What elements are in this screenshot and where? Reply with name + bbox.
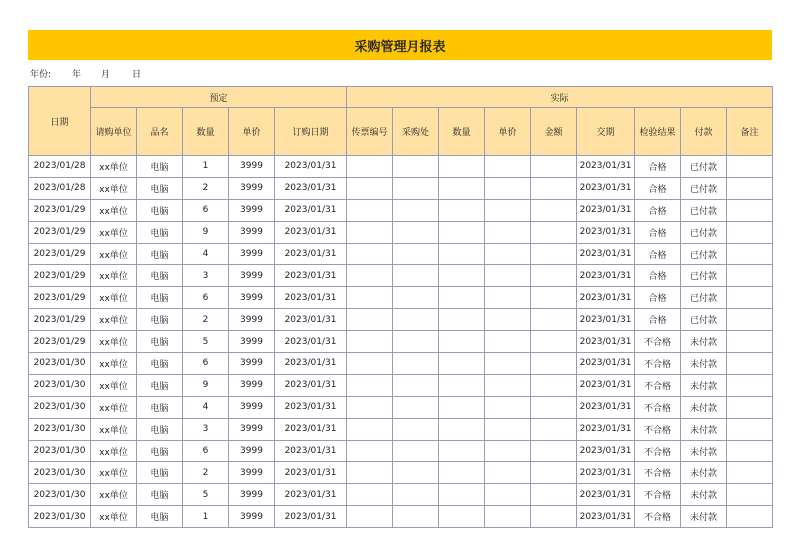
cell-amount[interactable] — [531, 440, 577, 462]
cell-inspection[interactable]: 不合格 — [635, 462, 681, 484]
cell-note[interactable] — [727, 418, 773, 440]
cell-order-date[interactable]: 2023/01/31 — [275, 177, 347, 199]
cell-qty[interactable]: 1 — [183, 506, 229, 528]
cell-payment[interactable]: 未付款 — [681, 374, 727, 396]
cell-note[interactable] — [727, 177, 773, 199]
cell-delivery[interactable]: 2023/01/31 — [577, 177, 635, 199]
cell-order-date[interactable]: 2023/01/31 — [275, 353, 347, 375]
cell-act-qty[interactable] — [439, 484, 485, 506]
cell-order-date[interactable]: 2023/01/31 — [275, 265, 347, 287]
cell-delivery[interactable]: 2023/01/31 — [577, 374, 635, 396]
header-actual-col: 传票编号 — [347, 108, 393, 156]
cell-price[interactable]: 3999 — [229, 374, 275, 396]
cell-voucher[interactable] — [347, 418, 393, 440]
cell-voucher[interactable] — [347, 287, 393, 309]
cell-act-price[interactable] — [485, 331, 531, 353]
cell-unit[interactable]: xx单位 — [91, 309, 137, 331]
cell-order-date[interactable]: 2023/01/31 — [275, 484, 347, 506]
cell-qty[interactable]: 5 — [183, 484, 229, 506]
cell-qty[interactable]: 4 — [183, 243, 229, 265]
cell-price[interactable]: 3999 — [229, 287, 275, 309]
cell-date[interactable]: 2023/01/30 — [29, 396, 91, 418]
cell-inspection[interactable]: 合格 — [635, 177, 681, 199]
cell-amount[interactable] — [531, 331, 577, 353]
cell-unit[interactable]: xx单位 — [91, 265, 137, 287]
table-row — [29, 440, 773, 462]
cell-item[interactable]: 电脑 — [137, 156, 183, 178]
cell-note[interactable] — [727, 309, 773, 331]
day-field[interactable]: 日 — [132, 70, 142, 80]
cell-delivery[interactable]: 2023/01/31 — [577, 506, 635, 528]
header-actual-col: 交期 — [577, 108, 635, 156]
cell-amount[interactable] — [531, 396, 577, 418]
table-row — [29, 331, 773, 353]
cell-amount[interactable] — [531, 287, 577, 309]
table-row — [29, 156, 773, 178]
cell-date[interactable]: 2023/01/29 — [29, 309, 91, 331]
cell-date[interactable]: 2023/01/29 — [29, 243, 91, 265]
cell-qty[interactable]: 3 — [183, 265, 229, 287]
cell-dept[interactable] — [393, 265, 439, 287]
cell-voucher[interactable] — [347, 353, 393, 375]
cell-qty[interactable]: 9 — [183, 221, 229, 243]
cell-item[interactable]: 电脑 — [137, 309, 183, 331]
table-row — [29, 287, 773, 309]
cell-price[interactable]: 3999 — [229, 484, 275, 506]
cell-unit[interactable]: xx单位 — [91, 156, 137, 178]
cell-qty[interactable]: 2 — [183, 309, 229, 331]
cell-unit[interactable]: xx单位 — [91, 462, 137, 484]
cell-voucher[interactable] — [347, 309, 393, 331]
cell-price[interactable]: 3999 — [229, 221, 275, 243]
cell-voucher[interactable] — [347, 331, 393, 353]
cell-payment[interactable]: 未付款 — [681, 440, 727, 462]
cell-order-date[interactable]: 2023/01/31 — [275, 374, 347, 396]
cell-act-price[interactable] — [485, 396, 531, 418]
date-line — [28, 67, 772, 81]
table-row — [29, 177, 773, 199]
cell-qty[interactable]: 5 — [183, 331, 229, 353]
cell-delivery[interactable]: 2023/01/31 — [577, 199, 635, 221]
cell-amount[interactable] — [531, 199, 577, 221]
cell-act-price[interactable] — [485, 484, 531, 506]
cell-date[interactable]: 2023/01/30 — [29, 506, 91, 528]
header-actual-col: 备注 — [727, 108, 773, 156]
cell-delivery[interactable]: 2023/01/31 — [577, 484, 635, 506]
cell-price[interactable]: 3999 — [229, 331, 275, 353]
cell-dept[interactable] — [393, 374, 439, 396]
cell-act-qty[interactable] — [439, 462, 485, 484]
cell-unit[interactable]: xx单位 — [91, 396, 137, 418]
cell-dept[interactable] — [393, 331, 439, 353]
cell-inspection[interactable]: 不合格 — [635, 396, 681, 418]
cell-act-qty[interactable] — [439, 374, 485, 396]
header-actual-col: 付款 — [681, 108, 727, 156]
cell-item[interactable]: 电脑 — [137, 440, 183, 462]
cell-dept[interactable] — [393, 440, 439, 462]
cell-inspection[interactable]: 不合格 — [635, 331, 681, 353]
cell-act-qty[interactable] — [439, 221, 485, 243]
cell-note[interactable] — [727, 243, 773, 265]
header-date: 日期 — [29, 87, 91, 156]
cell-delivery[interactable]: 2023/01/31 — [577, 396, 635, 418]
cell-inspection[interactable]: 不合格 — [635, 374, 681, 396]
cell-qty[interactable]: 3 — [183, 418, 229, 440]
cell-item[interactable]: 电脑 — [137, 506, 183, 528]
cell-note[interactable] — [727, 265, 773, 287]
cell-item[interactable]: 电脑 — [137, 353, 183, 375]
cell-price[interactable]: 3999 — [229, 353, 275, 375]
cell-act-qty[interactable] — [439, 265, 485, 287]
cell-order-date[interactable]: 2023/01/31 — [275, 396, 347, 418]
cell-act-qty[interactable] — [439, 353, 485, 375]
cell-price[interactable]: 3999 — [229, 396, 275, 418]
header-planned-col: 品名 — [137, 108, 183, 156]
cell-item[interactable]: 电脑 — [137, 331, 183, 353]
table-row — [29, 243, 773, 265]
cell-payment[interactable]: 未付款 — [681, 331, 727, 353]
header-planned-col: 订购日期 — [275, 108, 347, 156]
cell-order-date[interactable]: 2023/01/31 — [275, 243, 347, 265]
header-planned-col: 单价 — [229, 108, 275, 156]
cell-order-date[interactable]: 2023/01/31 — [275, 156, 347, 178]
cell-price[interactable]: 3999 — [229, 265, 275, 287]
cell-delivery[interactable]: 2023/01/31 — [577, 243, 635, 265]
cell-dept[interactable] — [393, 396, 439, 418]
header-planned-col: 请购单位 — [91, 108, 137, 156]
cell-unit[interactable]: xx单位 — [91, 243, 137, 265]
cell-inspection[interactable]: 合格 — [635, 156, 681, 178]
cell-voucher[interactable] — [347, 177, 393, 199]
cell-amount[interactable] — [531, 374, 577, 396]
cell-payment[interactable]: 未付款 — [681, 484, 727, 506]
cell-date[interactable]: 2023/01/30 — [29, 484, 91, 506]
cell-note[interactable] — [727, 199, 773, 221]
cell-act-price[interactable] — [485, 221, 531, 243]
cell-payment[interactable]: 已付款 — [681, 199, 727, 221]
cell-payment[interactable]: 未付款 — [681, 418, 727, 440]
purchase-table — [28, 86, 773, 528]
cell-date[interactable]: 2023/01/29 — [29, 199, 91, 221]
cell-voucher[interactable] — [347, 156, 393, 178]
cell-price[interactable]: 3999 — [229, 418, 275, 440]
cell-act-qty[interactable] — [439, 177, 485, 199]
cell-amount[interactable] — [531, 484, 577, 506]
cell-qty[interactable]: 4 — [183, 396, 229, 418]
cell-delivery[interactable]: 2023/01/31 — [577, 331, 635, 353]
cell-payment[interactable]: 已付款 — [681, 265, 727, 287]
cell-amount[interactable] — [531, 506, 577, 528]
cell-act-price[interactable] — [485, 440, 531, 462]
cell-note[interactable] — [727, 221, 773, 243]
cell-dept[interactable] — [393, 287, 439, 309]
cell-payment[interactable]: 未付款 — [681, 506, 727, 528]
cell-act-qty[interactable] — [439, 418, 485, 440]
cell-note[interactable] — [727, 396, 773, 418]
cell-payment[interactable]: 未付款 — [681, 353, 727, 375]
cell-inspection[interactable]: 合格 — [635, 309, 681, 331]
cell-voucher[interactable] — [347, 484, 393, 506]
cell-voucher[interactable] — [347, 396, 393, 418]
cell-date[interactable]: 2023/01/30 — [29, 440, 91, 462]
cell-order-date[interactable]: 2023/01/31 — [275, 506, 347, 528]
header-actual-col: 数量 — [439, 108, 485, 156]
cell-price[interactable]: 3999 — [229, 177, 275, 199]
cell-payment[interactable]: 已付款 — [681, 309, 727, 331]
table-row — [29, 199, 773, 221]
cell-item[interactable]: 电脑 — [137, 199, 183, 221]
cell-unit[interactable]: xx单位 — [91, 374, 137, 396]
cell-item[interactable]: 电脑 — [137, 484, 183, 506]
cell-item[interactable]: 电脑 — [137, 418, 183, 440]
cell-act-qty[interactable] — [439, 506, 485, 528]
table-row — [29, 484, 773, 506]
header-actual: 实际 — [347, 87, 773, 108]
cell-act-qty[interactable] — [439, 331, 485, 353]
table-row — [29, 353, 773, 375]
cell-date[interactable]: 2023/01/30 — [29, 418, 91, 440]
cell-delivery[interactable]: 2023/01/31 — [577, 265, 635, 287]
table-row — [29, 462, 773, 484]
cell-unit[interactable]: xx单位 — [91, 418, 137, 440]
cell-dept[interactable] — [393, 156, 439, 178]
cell-date[interactable]: 2023/01/29 — [29, 331, 91, 353]
cell-dept[interactable] — [393, 199, 439, 221]
cell-qty[interactable]: 6 — [183, 440, 229, 462]
cell-item[interactable]: 电脑 — [137, 177, 183, 199]
cell-item[interactable]: 电脑 — [137, 221, 183, 243]
table-row — [29, 506, 773, 528]
cell-order-date[interactable]: 2023/01/31 — [275, 199, 347, 221]
cell-dept[interactable] — [393, 353, 439, 375]
cell-delivery[interactable]: 2023/01/31 — [577, 221, 635, 243]
cell-dept[interactable] — [393, 484, 439, 506]
cell-voucher[interactable] — [347, 462, 393, 484]
cell-act-price[interactable] — [485, 374, 531, 396]
cell-date[interactable]: 2023/01/29 — [29, 221, 91, 243]
cell-amount[interactable] — [531, 221, 577, 243]
cell-qty[interactable]: 9 — [183, 374, 229, 396]
cell-act-price[interactable] — [485, 309, 531, 331]
cell-unit[interactable]: xx单位 — [91, 440, 137, 462]
cell-delivery[interactable]: 2023/01/31 — [577, 440, 635, 462]
cell-date[interactable]: 2023/01/30 — [29, 374, 91, 396]
cell-unit[interactable]: xx单位 — [91, 506, 137, 528]
cell-act-qty[interactable] — [439, 440, 485, 462]
cell-price[interactable]: 3999 — [229, 243, 275, 265]
cell-note[interactable] — [727, 374, 773, 396]
report-title: 采购管理月报表 — [28, 30, 772, 60]
cell-dept[interactable] — [393, 221, 439, 243]
cell-order-date[interactable]: 2023/01/31 — [275, 331, 347, 353]
cell-unit[interactable]: xx单位 — [91, 287, 137, 309]
table-row — [29, 265, 773, 287]
cell-date[interactable]: 2023/01/29 — [29, 265, 91, 287]
cell-amount[interactable] — [531, 309, 577, 331]
cell-note[interactable] — [727, 484, 773, 506]
cell-note[interactable] — [727, 462, 773, 484]
cell-act-price[interactable] — [485, 462, 531, 484]
cell-dept[interactable] — [393, 506, 439, 528]
cell-act-price[interactable] — [485, 287, 531, 309]
cell-delivery[interactable]: 2023/01/31 — [577, 156, 635, 178]
cell-voucher[interactable] — [347, 440, 393, 462]
cell-date[interactable]: 2023/01/30 — [29, 462, 91, 484]
cell-act-qty[interactable] — [439, 243, 485, 265]
cell-unit[interactable]: xx单位 — [91, 221, 137, 243]
header-actual-col: 单价 — [485, 108, 531, 156]
cell-price[interactable]: 3999 — [229, 309, 275, 331]
cell-amount[interactable] — [531, 353, 577, 375]
cell-amount[interactable] — [531, 418, 577, 440]
cell-qty[interactable]: 6 — [183, 353, 229, 375]
cell-act-price[interactable] — [485, 243, 531, 265]
cell-act-price[interactable] — [485, 199, 531, 221]
table-row — [29, 309, 773, 331]
header-actual-col: 采购处 — [393, 108, 439, 156]
cell-act-price[interactable] — [485, 418, 531, 440]
cell-act-price[interactable] — [485, 177, 531, 199]
table-body — [29, 156, 773, 528]
cell-price[interactable]: 3999 — [229, 462, 275, 484]
cell-payment[interactable]: 已付款 — [681, 221, 727, 243]
table-row — [29, 374, 773, 396]
cell-act-qty[interactable] — [439, 156, 485, 178]
cell-date[interactable]: 2023/01/28 — [29, 177, 91, 199]
cell-item[interactable]: 电脑 — [137, 243, 183, 265]
cell-order-date[interactable]: 2023/01/31 — [275, 221, 347, 243]
cell-item[interactable]: 电脑 — [137, 374, 183, 396]
cell-act-qty[interactable] — [439, 309, 485, 331]
cell-price[interactable]: 3999 — [229, 199, 275, 221]
cell-unit[interactable]: xx单位 — [91, 331, 137, 353]
cell-unit[interactable]: xx单位 — [91, 199, 137, 221]
cell-inspection[interactable]: 合格 — [635, 199, 681, 221]
cell-delivery[interactable]: 2023/01/31 — [577, 353, 635, 375]
cell-item[interactable]: 电脑 — [137, 265, 183, 287]
cell-amount[interactable] — [531, 243, 577, 265]
cell-qty[interactable]: 6 — [183, 287, 229, 309]
cell-payment[interactable]: 未付款 — [681, 462, 727, 484]
cell-dept[interactable] — [393, 418, 439, 440]
cell-price[interactable]: 3999 — [229, 440, 275, 462]
cell-inspection[interactable]: 不合格 — [635, 484, 681, 506]
cell-order-date[interactable]: 2023/01/31 — [275, 418, 347, 440]
cell-item[interactable]: 电脑 — [137, 287, 183, 309]
cell-delivery[interactable]: 2023/01/31 — [577, 287, 635, 309]
cell-unit[interactable]: xx单位 — [91, 484, 137, 506]
cell-date[interactable]: 2023/01/28 — [29, 156, 91, 178]
cell-order-date[interactable]: 2023/01/31 — [275, 440, 347, 462]
cell-qty[interactable]: 6 — [183, 199, 229, 221]
cell-amount[interactable] — [531, 156, 577, 178]
cell-act-qty[interactable] — [439, 287, 485, 309]
cell-note[interactable] — [727, 353, 773, 375]
cell-inspection[interactable]: 合格 — [635, 265, 681, 287]
cell-qty[interactable]: 2 — [183, 177, 229, 199]
cell-payment[interactable]: 已付款 — [681, 177, 727, 199]
cell-inspection[interactable]: 不合格 — [635, 353, 681, 375]
cell-payment[interactable]: 已付款 — [681, 156, 727, 178]
cell-act-price[interactable] — [485, 353, 531, 375]
year-field[interactable]: 年 — [72, 70, 82, 80]
cell-order-date[interactable]: 2023/01/31 — [275, 287, 347, 309]
table-row — [29, 396, 773, 418]
header-actual-col: 检验结果 — [635, 108, 681, 156]
cell-voucher[interactable] — [347, 374, 393, 396]
cell-amount[interactable] — [531, 462, 577, 484]
cell-dept[interactable] — [393, 462, 439, 484]
cell-price[interactable]: 3999 — [229, 506, 275, 528]
subheader-row — [29, 108, 773, 156]
cell-delivery[interactable]: 2023/01/31 — [577, 418, 635, 440]
cell-act-price[interactable] — [485, 506, 531, 528]
cell-act-qty[interactable] — [439, 199, 485, 221]
cell-inspection[interactable]: 不合格 — [635, 506, 681, 528]
cell-order-date[interactable]: 2023/01/31 — [275, 462, 347, 484]
table-row — [29, 418, 773, 440]
cell-note[interactable] — [727, 440, 773, 462]
cell-voucher[interactable] — [347, 265, 393, 287]
cell-delivery[interactable]: 2023/01/31 — [577, 462, 635, 484]
cell-delivery[interactable]: 2023/01/31 — [577, 309, 635, 331]
cell-date[interactable]: 2023/01/29 — [29, 287, 91, 309]
year-label: 年份: — [30, 70, 52, 80]
cell-act-price[interactable] — [485, 156, 531, 178]
table-row — [29, 221, 773, 243]
cell-qty[interactable]: 1 — [183, 156, 229, 178]
cell-act-qty[interactable] — [439, 396, 485, 418]
cell-act-price[interactable] — [485, 265, 531, 287]
cell-inspection[interactable]: 合格 — [635, 243, 681, 265]
cell-note[interactable] — [727, 331, 773, 353]
cell-order-date[interactable]: 2023/01/31 — [275, 309, 347, 331]
cell-inspection[interactable]: 不合格 — [635, 440, 681, 462]
cell-voucher[interactable] — [347, 243, 393, 265]
cell-inspection[interactable]: 合格 — [635, 287, 681, 309]
cell-payment[interactable]: 已付款 — [681, 243, 727, 265]
cell-price[interactable]: 3999 — [229, 156, 275, 178]
cell-note[interactable] — [727, 287, 773, 309]
cell-amount[interactable] — [531, 177, 577, 199]
cell-note[interactable] — [727, 506, 773, 528]
month-field[interactable]: 月 — [101, 70, 111, 80]
cell-date[interactable]: 2023/01/30 — [29, 353, 91, 375]
cell-voucher[interactable] — [347, 506, 393, 528]
cell-unit[interactable]: xx单位 — [91, 353, 137, 375]
header-planned-col: 数量 — [183, 108, 229, 156]
cell-amount[interactable] — [531, 265, 577, 287]
cell-inspection[interactable]: 不合格 — [635, 418, 681, 440]
cell-dept[interactable] — [393, 243, 439, 265]
header-actual-col: 金额 — [531, 108, 577, 156]
cell-qty[interactable]: 2 — [183, 462, 229, 484]
cell-payment[interactable]: 未付款 — [681, 396, 727, 418]
cell-item[interactable]: 电脑 — [137, 396, 183, 418]
cell-dept[interactable] — [393, 309, 439, 331]
cell-payment[interactable]: 已付款 — [681, 287, 727, 309]
cell-dept[interactable] — [393, 177, 439, 199]
cell-inspection[interactable]: 合格 — [635, 221, 681, 243]
cell-voucher[interactable] — [347, 221, 393, 243]
cell-item[interactable]: 电脑 — [137, 462, 183, 484]
cell-unit[interactable]: xx单位 — [91, 177, 137, 199]
cell-note[interactable] — [727, 156, 773, 178]
cell-voucher[interactable] — [347, 199, 393, 221]
header-planned: 预定 — [91, 87, 347, 108]
